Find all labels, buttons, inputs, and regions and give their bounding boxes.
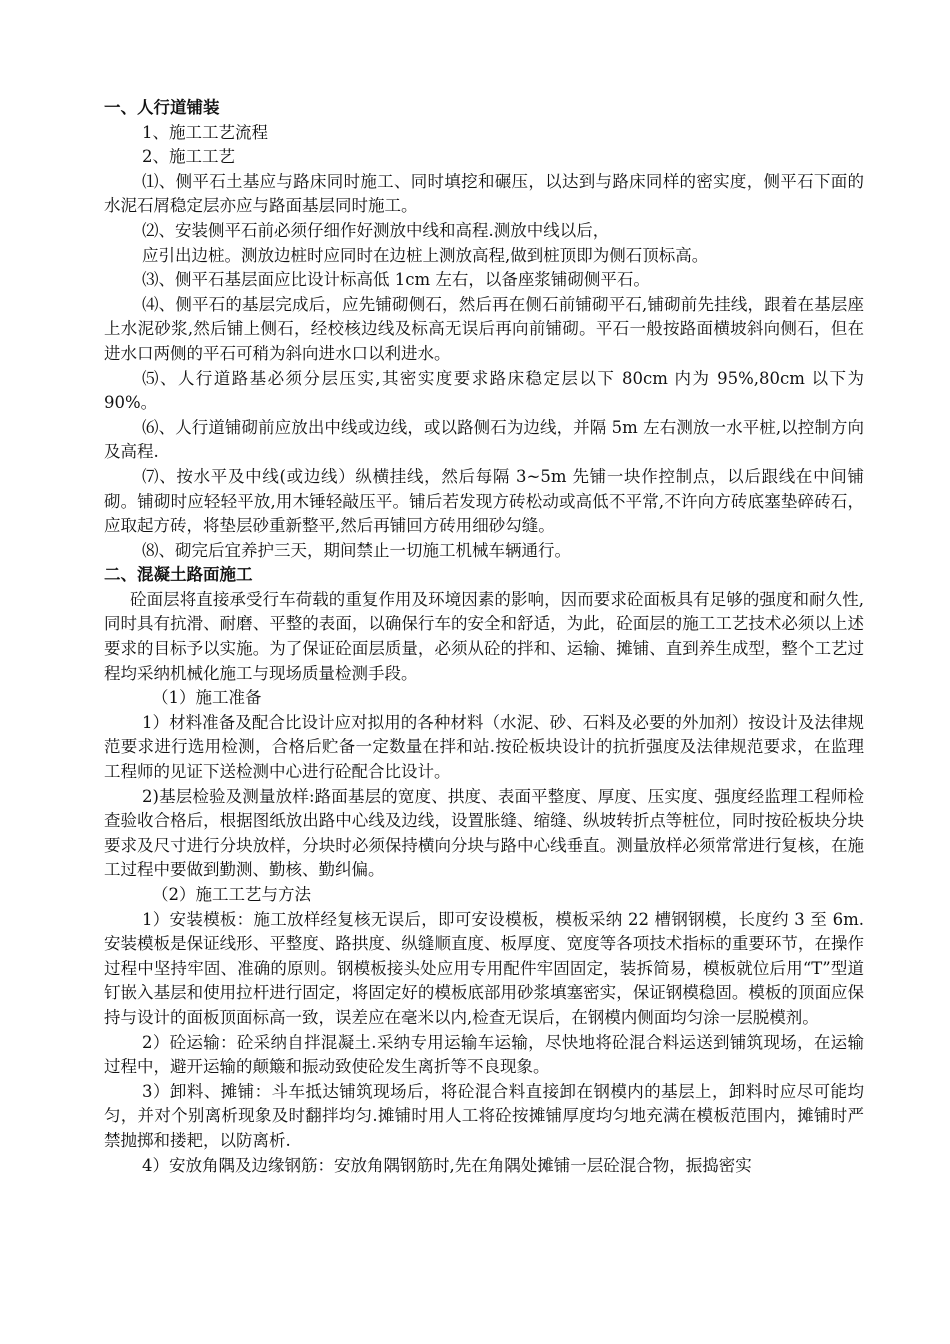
paragraph: ⑸、人行道路基必须分层压实,其密实度要求路床稳定层以下 80cm 内为 95%,80cm 以下为 90%。 [104,368,864,413]
paragraph: 4）安放角隅及边缘钢筋：安放角隅钢筋时,先在角隅处摊铺一层砼混合物，振捣密实 [142,1155,752,1175]
paragraph: ⑷、侧平石的基层完成后，应先铺砌侧石，然后再在侧石前铺砌平石,铺砌前先挂线，跟着在基层座上水泥砂浆,然后铺上侧石，经校核边线及标高无误后再向前铺砌。平石一般按路面横坡斜向侧石，但在进水口两侧的平石可稍为斜向进水口以利进水。 [104,294,864,363]
section-heading-sidewalk: 一、人行道铺装 [104,98,220,117]
paragraph: ⑹、人行道铺砌前应放出中线或边线，或以路侧石为边线，并隔 5m 左右测放一水平桩,以控制方向及高程. [104,417,864,462]
paragraph: 1）材料准备及配合比设计应对拟用的各种材料（水泥、砂、石料及必要的外加剂）按设计及法律规范要求进行选用检测，合格后贮备一定数量在拌和站.按砼板块设计的抗折强度及法律规范要求，在监理工程师的见证下送检测中心进行砼配合比设计。 [104,712,864,782]
list-item: 1、施工工艺流程 [142,122,268,142]
paragraph: 1）安装模板：施工放样经复核无误后，即可安设模板，模板采纳 22 槽钢钢模，长度约 3 至 6m.安装模板是保证线形、平整度、路拱度、纵缝顺直度、板厚度、宽度等各项技术指标的重要环节，在操作过程中坚持牢固、准确的原则。钢模板接头处应用专用配件牢固固定，装拆简易，模板就位后用“T”型道钉嵌入基层和使用拉杆进行固定，将固定好的模板底部用砂浆填塞密实，保证钢模稳固。模板的顶面应保持与设计的面板顶面标高一致，误差应在毫米以内,检查无误后，在钢模内侧面均匀涂一层脱模剂。 [104,909,864,1027]
paragraph: 2)基层检验及测量放样:路面基层的宽度、拱度、表面平整度、厚度、压实度、强度经监理工程师检查验收合格后，根据图纸放出路中心线及边线，设置胀缝、缩缝、纵坡转折点等桩位，同时按砼板块分块要求及尺寸进行分块放样，分块时必须保持横向分块与路中心线垂直。测量放样必须常常进行复核，在施工过程中要做到勤测、勤核、勤纠偏。 [104,786,864,880]
subsection-heading: （2）施工工艺与方法 [152,885,311,904]
paragraph: ⑵、安装侧平石前必须仔细作好测放中线和高程.测放中线以后， [142,220,610,240]
list-item: 2、施工工艺 [142,147,235,167]
paragraph: ⑴、侧平石土基应与路床同时施工、同时填挖和碾压，以达到与路床同样的密实度，侧平石下面的水泥石屑稳定层亦应与路面基层同时施工。 [104,171,864,216]
paragraph: 应引出边桩。测放边桩时应同时在边桩上测放高程,做到桩顶即为侧石顶标高。 [142,245,709,265]
paragraph: ⑻、砌完后宜养护三天，期间禁止一切施工机械车辆通行。 [142,540,571,560]
section-heading-concrete: 二、混凝土路面施工 [104,565,253,585]
paragraph: 砼面层将直接承受行车荷载的重复作用及环境因素的影响，因而要求砼面板具有足够的强度和耐久性,同时具有抗滑、耐磨、平整的表面，以确保行车的安全和舒适，为此，砼面层的施工工艺技术必须以上述要求的目标予以实施。为了保证砼面层质量，必须从砼的拌和、运输、摊铺、直到养生成型，整个工艺过程均采纳机械化施工与现场质量检测手段。 [104,589,864,683]
paragraph: ⑶、侧平石基层面应比设计标高低 1cm 左右，以备座浆铺砌侧平石。 [142,270,650,290]
subsection-heading: （1）施工准备 [152,688,262,708]
paragraph: 3）卸料、摊铺：斗车抵达铺筑现场后，将砼混合料直接卸在钢模内的基层上，卸料时应尽可能均匀，并对个别离析现象及时翻拌均匀.摊铺时用人工将砼按摊铺厚度均匀地充满在模板范围内，摊铺时严禁抛掷和搂耙，以防离析. [104,1081,864,1150]
document-page [104,96,864,1178]
paragraph: 2）砼运输：砼采纳自拌混凝土.采纳专用运输车运输，尽快地将砼混合料运送到铺筑现场，在运输过程中，避开运输的颠簸和振动致使砼发生离折等不良现象。 [104,1032,864,1077]
paragraph: ⑺、按水平及中线(或边线）纵横挂线，然后每隔 3~5m 先铺一块作控制点，以后跟线在中间铺砌。铺砌时应轻轻平放,用木锤轻敲压平。铺后若发现方砖松动或高低不平常,不许向方砖底塞垫碎砖石，应取起方砖，将垫层砂重新整平,然后再铺回方砖用细砂勾缝。 [104,466,864,536]
